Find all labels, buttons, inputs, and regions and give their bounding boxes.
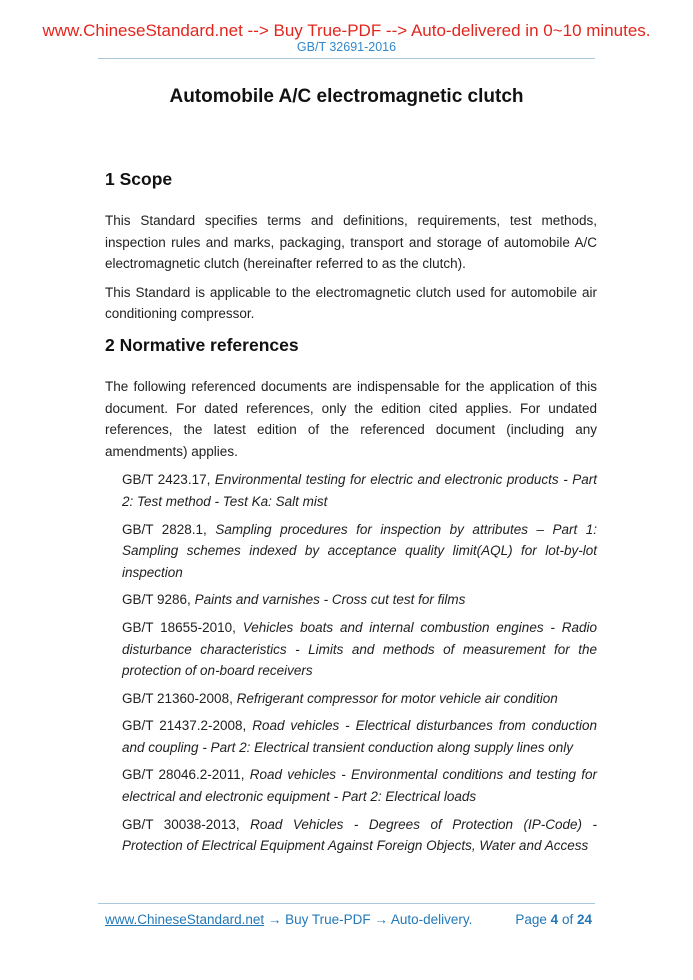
- document-body: [0, 169, 693, 857]
- standard-code: GB/T 32691-2016: [296, 40, 397, 54]
- header-promo-link[interactable]: www.ChineseStandard.net --> Buy True-PDF --> Auto-delivered in 0~10 minutes.: [42, 21, 651, 40]
- page-label: Page: [515, 912, 547, 927]
- footer-site-link[interactable]: www.ChineseStandard.net: [105, 912, 265, 927]
- reference-code: GB/T 18655-2010,: [122, 619, 236, 635]
- of-label: of: [561, 912, 574, 927]
- reference-item: [105, 589, 597, 611]
- footer-tagline-text: → Buy True-PDF → Auto-delivery.: [267, 912, 473, 927]
- page-header: [0, 21, 693, 59]
- section-heading-scope: 1 Scope: [105, 169, 173, 189]
- reference-item: [105, 469, 597, 512]
- reference-title: Sampling procedures for inspection by attributes – Part 1: Sampling schemes indexed by acceptance quality limit(AQL) for lot-by-lot inspection: [122, 521, 597, 580]
- reference-title: Vehicles boats and internal combustion engines - Radio disturbance characteristics - Limits and methods of measurement for the protection of on-board receivers: [122, 619, 597, 679]
- normative-references-intro-paragraph: The following referenced documents are indispensable for the application of this document. For dated references, only the edition cited applies. For undated references, the latest edition of the referenced document (including any amendments) applies.: [105, 378, 597, 459]
- page-total: 24: [576, 912, 592, 927]
- scope-paragraph-1: This Standard specifies terms and definitions, requirements, test methods, inspection rules and marks, packaging, transport and storage of automobile A/C electromagnetic clutch (hereinafter referred to as the clutch).: [105, 213, 597, 272]
- page-current: 4: [550, 912, 559, 927]
- reference-code: GB/T 28046.2-2011,: [122, 767, 245, 783]
- reference-code: GB/T 21437.2-2008,: [122, 718, 247, 734]
- reference-code: GB/T 2423.17,: [122, 472, 211, 488]
- reference-code: GB/T 9286,: [122, 592, 191, 608]
- reference-item: [105, 688, 597, 710]
- reference-item: [105, 764, 597, 807]
- reference-title: Paints and varnishes - Cross cut test for films: [194, 592, 466, 608]
- reference-item: [105, 814, 597, 857]
- reference-code: GB/T 2828.1,: [122, 521, 207, 537]
- reference-item: [105, 519, 597, 584]
- reference-title: Refrigerant compressor for motor vehicle air condition: [236, 690, 558, 706]
- reference-title: Road vehicles - Environmental conditions and testing for electrical and electronic equipment - Part 2: Electrical loads: [122, 767, 597, 805]
- footer-tagline: [105, 911, 472, 929]
- reference-code: GB/T 30038-2013,: [122, 816, 240, 832]
- header-divider: [98, 58, 595, 59]
- page-indicator: [515, 911, 592, 929]
- page-footer: [98, 903, 595, 929]
- footer-divider: [98, 903, 595, 904]
- scope-paragraph-2: This Standard is applicable to the electromagnetic clutch used for automobile air conditioning compressor.: [105, 284, 597, 322]
- reference-title: Environmental testing for electric and electronic products - Part 2: Test method - Test Ka: Salt mist: [122, 472, 597, 509]
- reference-title: Road Vehicles - Degrees of Protection (IP-Code) - Protection of Electrical Equipment Against Foreign Objects, Water and Access: [122, 816, 598, 854]
- reference-title: Road vehicles - Electrical disturbances from conduction and coupling - Part 2: Electrical transient conduction along supply lines only: [122, 718, 597, 755]
- reference-code: GB/T 21360-2008,: [122, 690, 233, 706]
- reference-item: [105, 715, 597, 758]
- document-title: Automobile A/C electromagnetic clutch: [169, 86, 524, 107]
- reference-item: [105, 617, 597, 682]
- section-heading-normative-references: 2 Normative references: [105, 334, 299, 355]
